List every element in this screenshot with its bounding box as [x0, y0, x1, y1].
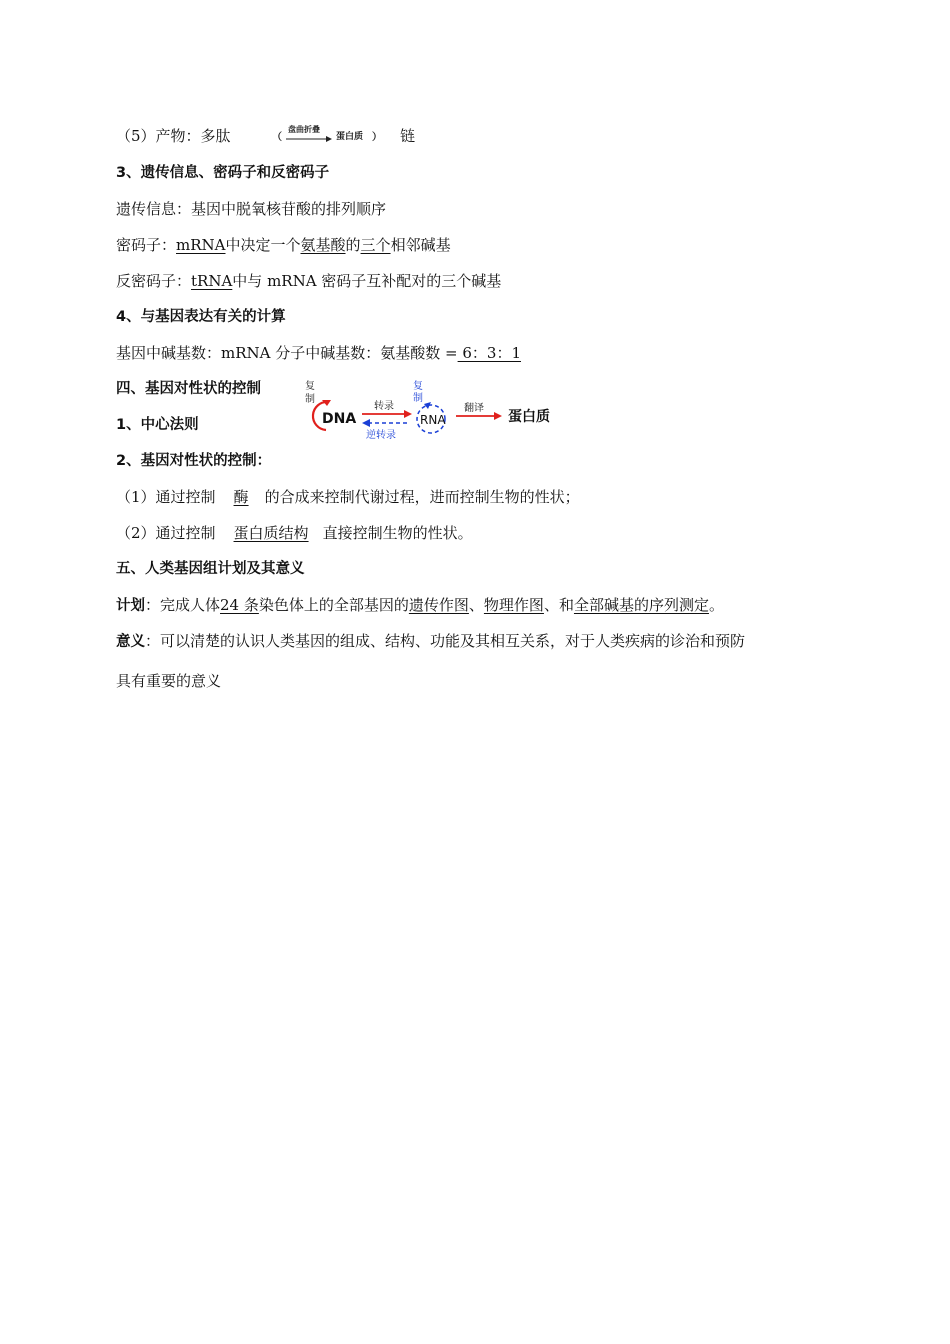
genetic-info-def: 遗传信息：基因中脱氧核苷酸的排列顺序: [116, 200, 387, 218]
codon-mrna: mRNA: [176, 236, 226, 254]
dna-replicate-label-2: 制: [305, 394, 315, 405]
heading-genome-project: 五、人类基因组计划及其意义: [116, 561, 305, 577]
product-line: [116, 126, 231, 146]
central-dogma-diagram: [300, 378, 570, 440]
rna-replicate-label-2: 制: [413, 393, 423, 404]
plan-genetic-map: 遗传作图: [408, 596, 469, 614]
plan-end: 。: [708, 596, 724, 614]
plan-physical-map: 物理作图: [483, 596, 544, 614]
heading-genetic-info: 3、遗传信息、密码子和反密码子: [116, 165, 330, 181]
meaning-label: 意义: [116, 634, 145, 650]
codon-text-1: 中决定一个: [225, 236, 301, 254]
control2-protein: 蛋白质结构: [233, 524, 309, 542]
plan-sequencing: 全部碱基的序列测定: [573, 596, 709, 614]
meaning-line: [116, 631, 745, 652]
anticodon-text: 中与 mRNA 密码子互补配对的三个碱基: [232, 272, 502, 290]
calc-ratio: 6：3：1: [457, 344, 521, 362]
heading-gene-control: 2、基因对性状的控制：: [116, 453, 272, 469]
control1-enzyme: 酶: [233, 488, 249, 506]
codon-text-2: 的: [345, 236, 361, 254]
anticodon-def: [116, 271, 501, 291]
plan-line: [116, 595, 724, 616]
codon-label: 密码子：: [116, 236, 177, 254]
reverse-transcription-arrowhead: [362, 419, 370, 427]
heading-calc: 4、与基因表达有关的计算: [116, 309, 286, 325]
transcription-arrowhead: [404, 410, 412, 418]
control2-text: 直接控制生物的性状。: [322, 524, 473, 542]
fold-target: 蛋白质: [336, 132, 364, 142]
fold-arrow-icon: [286, 135, 332, 143]
control2-prefix: （2）通过控制: [116, 524, 216, 542]
transcription-label: 转录: [374, 401, 394, 412]
codon-text-3: 相邻碱基: [390, 236, 451, 254]
control1-prefix: （1）通过控制: [116, 488, 216, 506]
control-enzyme: [116, 487, 580, 507]
translation-arrowhead: [494, 412, 502, 420]
dna-label: DNA: [322, 411, 357, 427]
calc-text: 基因中碱基数：mRNA 分子中碱基数：氨基酸数 =: [116, 344, 458, 362]
rna-replicate-label-1: 复: [413, 381, 423, 392]
reverse-transcription-label: 逆转录: [366, 430, 396, 440]
codon-three: 三个: [360, 236, 391, 254]
codon-amino-acid: 氨基酸: [300, 236, 346, 254]
plan-chromosomes: 24 条: [220, 596, 259, 614]
codon-def: [116, 235, 451, 255]
paren-open: （: [272, 132, 282, 143]
control-protein: [116, 523, 473, 543]
plan-text-2: 染色体上的全部基因的: [258, 596, 409, 614]
anticodon-trna: tRNA: [191, 272, 233, 290]
meaning-text-1: ：可以清楚的认识人类基因的组成、结构、功能及其相互关系，对于人类疾病的诊治和预防: [145, 632, 746, 650]
rna-label: RNA: [420, 413, 446, 427]
heading-gene-trait: 四、基因对性状的控制: [116, 381, 261, 397]
control1-text: 的合成来控制代谢过程，进而控制生物的性状；: [264, 488, 580, 506]
plan-label: 计划: [116, 598, 145, 614]
protein-label: 蛋白质: [508, 409, 550, 425]
product-suffix: 链: [400, 127, 416, 145]
folding-arrow-group: [272, 124, 382, 146]
translation-label: 翻译: [464, 403, 484, 414]
calc-line: [116, 343, 521, 363]
fold-arrow-label: 盘曲折叠: [288, 125, 320, 134]
dna-replicate-label-1: 复: [305, 381, 315, 392]
paren-close: ）: [372, 132, 382, 143]
heading-central-dogma: 1、中心法则: [116, 417, 199, 433]
anticodon-label: 反密码子：: [116, 272, 192, 290]
product-prefix: （5）产物：多肽: [116, 127, 231, 145]
plan-text-1: ：完成人体: [145, 596, 221, 614]
plan-sep-1: 、: [468, 596, 484, 614]
meaning-line-2: 具有重要的意义: [116, 672, 222, 690]
plan-sep-2: 、和: [543, 596, 574, 614]
